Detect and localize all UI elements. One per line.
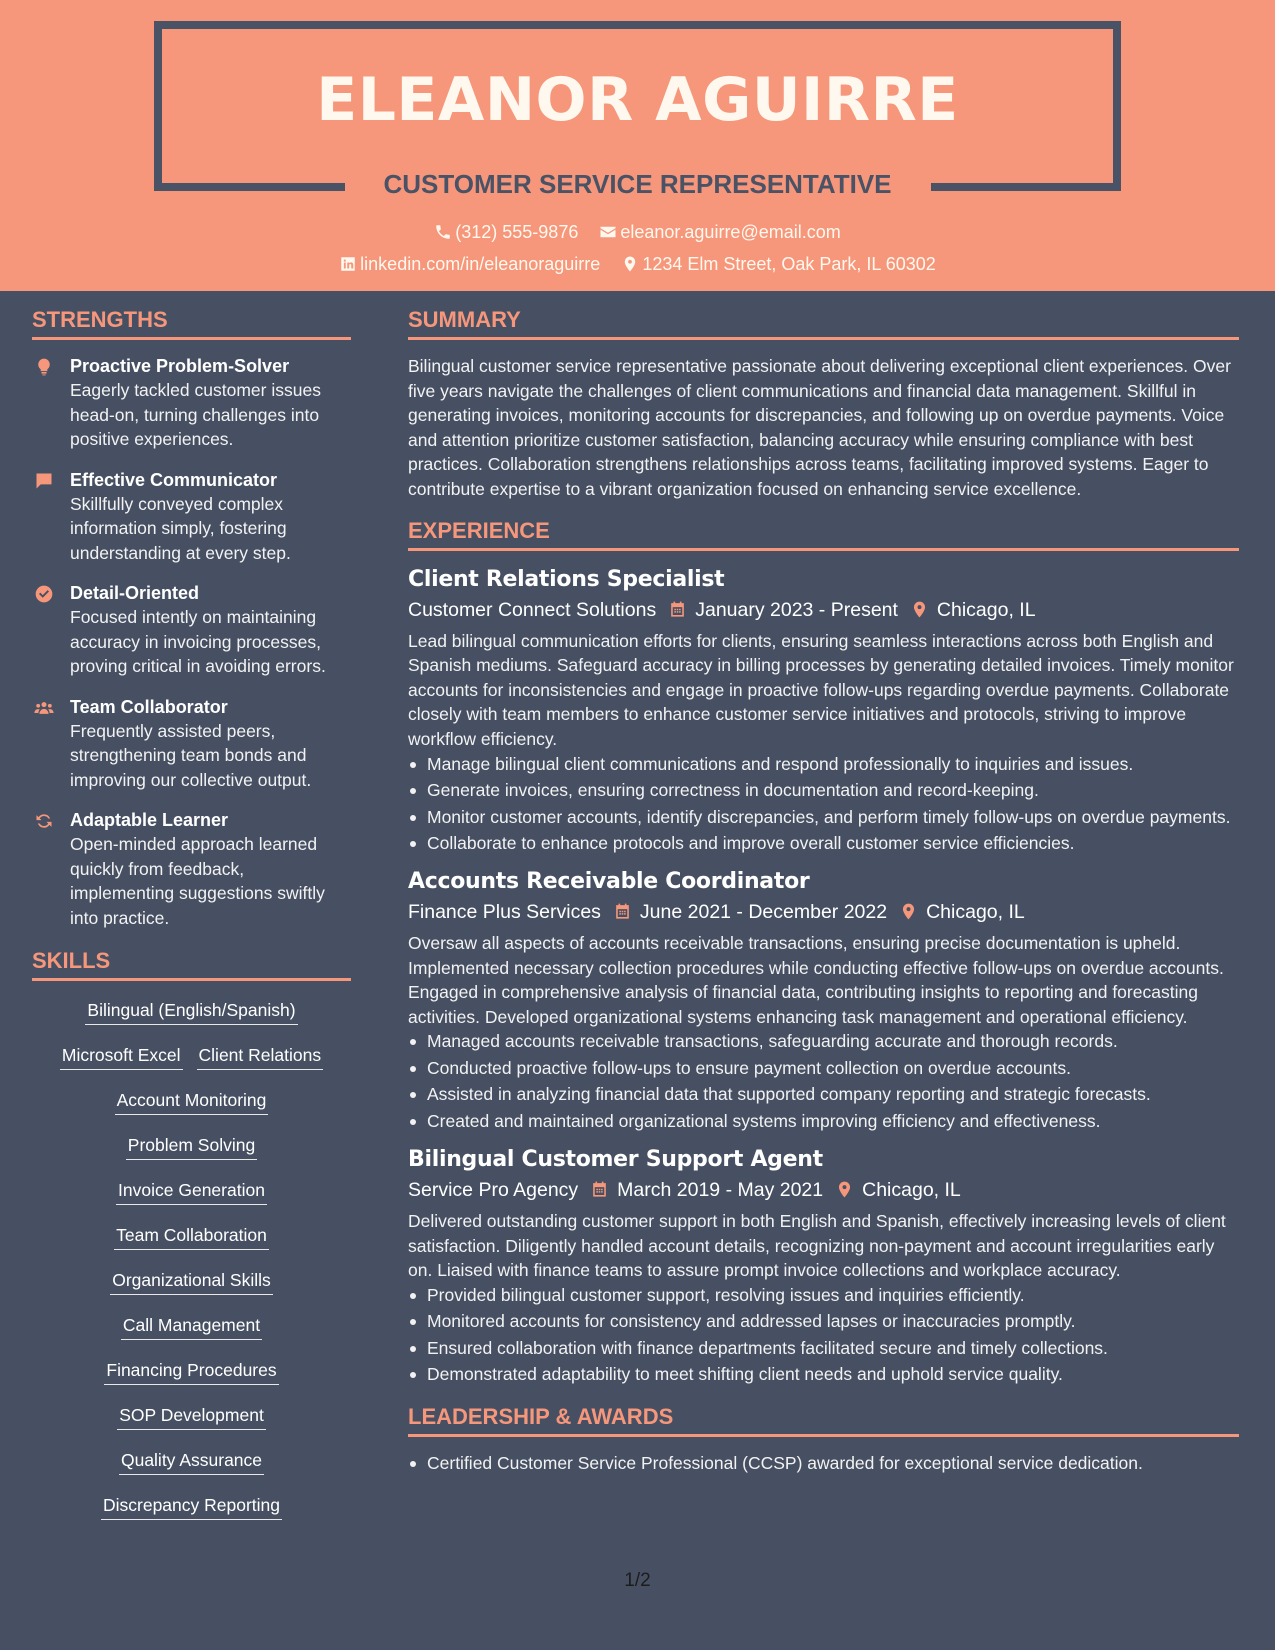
contact-address — [621, 252, 936, 276]
strength-item — [32, 468, 351, 566]
list-item: Assisted in analyzing financial data that supported company reporting and strategic forecasts. — [408, 1082, 1239, 1106]
job-location: Chicago, IL — [936, 598, 1036, 621]
job-company: Finance Plus Services — [408, 901, 601, 924]
job-company: Customer Connect Solutions — [408, 598, 657, 621]
job-meta — [408, 595, 1239, 625]
strength-desc: Skillfully conveyed complex information simply, fostering understanding at every step. — [70, 493, 291, 563]
job-role: Bilingual Customer Support Agent — [408, 1146, 823, 1172]
strength-title: Adaptable Learner — [70, 810, 229, 830]
strength-title: Detail-Oriented — [70, 583, 200, 603]
linkedin-icon — [339, 255, 357, 273]
list-item: Provided bilingual customer support, resolving issues and inquiries efficiently. — [408, 1283, 1239, 1307]
skill-tag: Quality Assurance — [119, 1447, 264, 1475]
job-bullets — [408, 1029, 1239, 1133]
summary-heading: SUMMARY — [408, 305, 1239, 340]
map-pin-icon — [621, 255, 639, 273]
skill-tag: Microsoft Excel — [60, 1042, 183, 1070]
strength-item — [32, 581, 351, 679]
calendar-icon — [590, 1180, 609, 1199]
phone-icon — [434, 223, 452, 241]
job-dates: March 2019 - May 2021 — [617, 1178, 824, 1201]
sync-icon — [34, 811, 54, 831]
skill-tag: Organizational Skills — [110, 1267, 273, 1295]
map-pin-icon — [835, 1180, 854, 1199]
email-link[interactable]: eleanor.aguirre@email.com — [620, 222, 841, 242]
skill-tag: Client Relations — [197, 1042, 324, 1070]
job-entry — [408, 565, 1239, 855]
job-location: Chicago, IL — [862, 1178, 961, 1201]
job-role: Client Relations Specialist — [408, 566, 725, 592]
summary-text: Bilingual customer service representative passionate about delivering exceptional client experiences. Over five years navigate the challenges of client communications and financial data management. Skillful in generating invoices, monitoring accounts for discrepancies, and following up on overdue payments. Voice and attention prioritize customer satisfaction, balancing accuracy while ensuring compliance with best practices. Collaboration strengthens relationships across teams, facilitating improved systems. Eager to contribute expertise to a vibrant organization focused on enhancing service excellence. — [408, 356, 1231, 499]
job-entry — [408, 1145, 1239, 1386]
skill-tag: Problem Solving — [126, 1132, 257, 1160]
users-icon — [34, 698, 54, 718]
skill-tag: Call Management — [121, 1312, 262, 1340]
job-entry — [408, 867, 1239, 1133]
skill-tag: Invoice Generation — [116, 1177, 267, 1205]
strength-desc: Open-minded approach learned quickly from feedback, implementing suggestions swiftly into practice. — [70, 834, 325, 928]
calendar-icon — [668, 600, 687, 619]
job-bullets — [408, 752, 1239, 856]
address-text: 1234 Elm Street, Oak Park, IL 60302 — [642, 254, 936, 274]
job-dates: January 2023 - Present — [695, 598, 898, 621]
candidate-name: ELEANOR AGUIRRE — [316, 65, 959, 135]
contact-line-2 — [0, 252, 1275, 276]
strength-desc: Focused intently on maintaining accuracy in invoicing processes, proving critical in avoiding errors. — [70, 607, 326, 676]
main-content — [408, 305, 1239, 1478]
job-description: Delivered outstanding customer support in both English and Spanish, effectively increasing levels of client satisfaction. Diligently handled account details, recognizing non-payment and account irregularities early on. Liaised with finance teams to assure prompt invoice collections and workplace accuracy. — [408, 1210, 1226, 1281]
job-description: Lead bilingual communication efforts for clients, ensuring seamless interactions across both English and Spanish mediums. Safeguard accuracy in billing processes by generating detailed invoices. Timely monitor accounts for inconsistencies and engage in proactive follow-ups regarding overdue payments. Collaborate closely with team members to enhance customer service initiatives and protocols, striving to improve workflow efficiency. — [408, 630, 1234, 749]
check-circle-icon — [34, 584, 54, 604]
job-location: Chicago, IL — [926, 901, 1025, 924]
strength-title: Proactive Problem-Solver — [70, 356, 290, 376]
page-number: 1/2 — [624, 1570, 651, 1591]
map-pin-icon — [899, 902, 918, 921]
job-dates: June 2021 - December 2022 — [639, 901, 888, 924]
comment-icon — [34, 471, 54, 491]
strength-item — [32, 808, 351, 930]
strength-item — [32, 354, 351, 452]
list-item: Generate invoices, ensuring correctness in documentation and record-keeping. — [408, 778, 1239, 802]
strength-desc: Eagerly tackled customer issues head-on, turning challenges into positive experiences. — [70, 380, 321, 449]
skill-tag: Team Collaboration — [114, 1222, 269, 1250]
skills-list — [32, 995, 351, 1537]
list-item: Created and maintained organizational systems improving efficiency and effectiveness. — [408, 1109, 1239, 1133]
list-item: Collaborate to enhance protocols and improve overall customer service efficiencies. — [408, 831, 1239, 855]
sidebar — [32, 305, 351, 1537]
contact-phone — [434, 220, 578, 244]
strength-item — [32, 695, 351, 793]
phone-text[interactable]: (312) 555-9876 — [455, 222, 579, 242]
candidate-title: CUSTOMER SERVICE REPRESENTATIVE — [383, 169, 892, 199]
skill-tag: Financing Procedures — [104, 1357, 278, 1385]
contact-linkedin — [339, 252, 600, 276]
awards-heading: LEADERSHIP & AWARDS — [408, 1402, 1239, 1437]
lightbulb-icon — [34, 357, 54, 377]
calendar-icon — [613, 902, 632, 921]
job-bullets — [408, 1283, 1239, 1387]
resume-header — [0, 0, 1275, 291]
skill-tag: Bilingual (English/Spanish) — [85, 997, 297, 1025]
job-company: Service Pro Agency — [408, 1178, 579, 1201]
list-item: Monitor customer accounts, identify discrepancies, and perform timely follow-ups on overdue payments. — [408, 805, 1239, 829]
skill-tag: Discrepancy Reporting — [101, 1492, 282, 1520]
strengths-heading: STRENGTHS — [32, 305, 351, 340]
skill-tag: SOP Development — [117, 1402, 266, 1430]
envelope-icon — [599, 223, 617, 241]
list-item: Certified Customer Service Professional (CCSP) awarded for exceptional service dedication. — [408, 1451, 1239, 1475]
strength-desc: Frequently assisted peers, strengthening team bonds and improving our collective output. — [70, 720, 312, 790]
job-meta — [408, 897, 1239, 927]
skills-heading: SKILLS — [32, 946, 351, 981]
job-description: Oversaw all aspects of accounts receivable transactions, ensuring precise documentation is upheld. Implemented necessary collection procedures while conducting effective follow-ups on overdue accounts. Engaged in comprehensive analysis of financial data, contributing insights to reporting and forecasting activities. Developed organizational systems enhancing task management and operational efficiency. — [408, 933, 1224, 1027]
job-role: Accounts Receivable Coordinator — [408, 869, 810, 895]
map-pin-icon — [910, 600, 929, 619]
contact-line-1 — [0, 220, 1275, 244]
list-item: Monitored accounts for consistency and addressed lapses or inaccuracies promptly. — [408, 1309, 1239, 1333]
linkedin-link[interactable]: linkedin.com/in/eleanoraguirre — [360, 254, 601, 274]
list-item: Managed accounts receivable transactions, safeguarding accurate and thorough records. — [408, 1029, 1239, 1053]
strength-title: Team Collaborator — [70, 696, 228, 717]
list-item: Conducted proactive follow-ups to ensure payment collection on overdue accounts. — [408, 1056, 1239, 1080]
list-item: Ensured collaboration with finance departments facilitated secure and timely collections. — [408, 1336, 1239, 1360]
job-meta — [408, 1175, 1239, 1205]
contact-email — [599, 220, 840, 244]
skill-tag: Account Monitoring — [115, 1087, 269, 1115]
experience-heading: EXPERIENCE — [408, 516, 1239, 551]
list-item: Demonstrated adaptability to meet shifting client needs and uphold service quality. — [408, 1362, 1239, 1386]
list-item: Manage bilingual client communications and respond professionally to inquiries and issues. — [408, 752, 1239, 776]
strength-title: Effective Communicator — [70, 469, 278, 490]
awards-list — [408, 1451, 1239, 1475]
